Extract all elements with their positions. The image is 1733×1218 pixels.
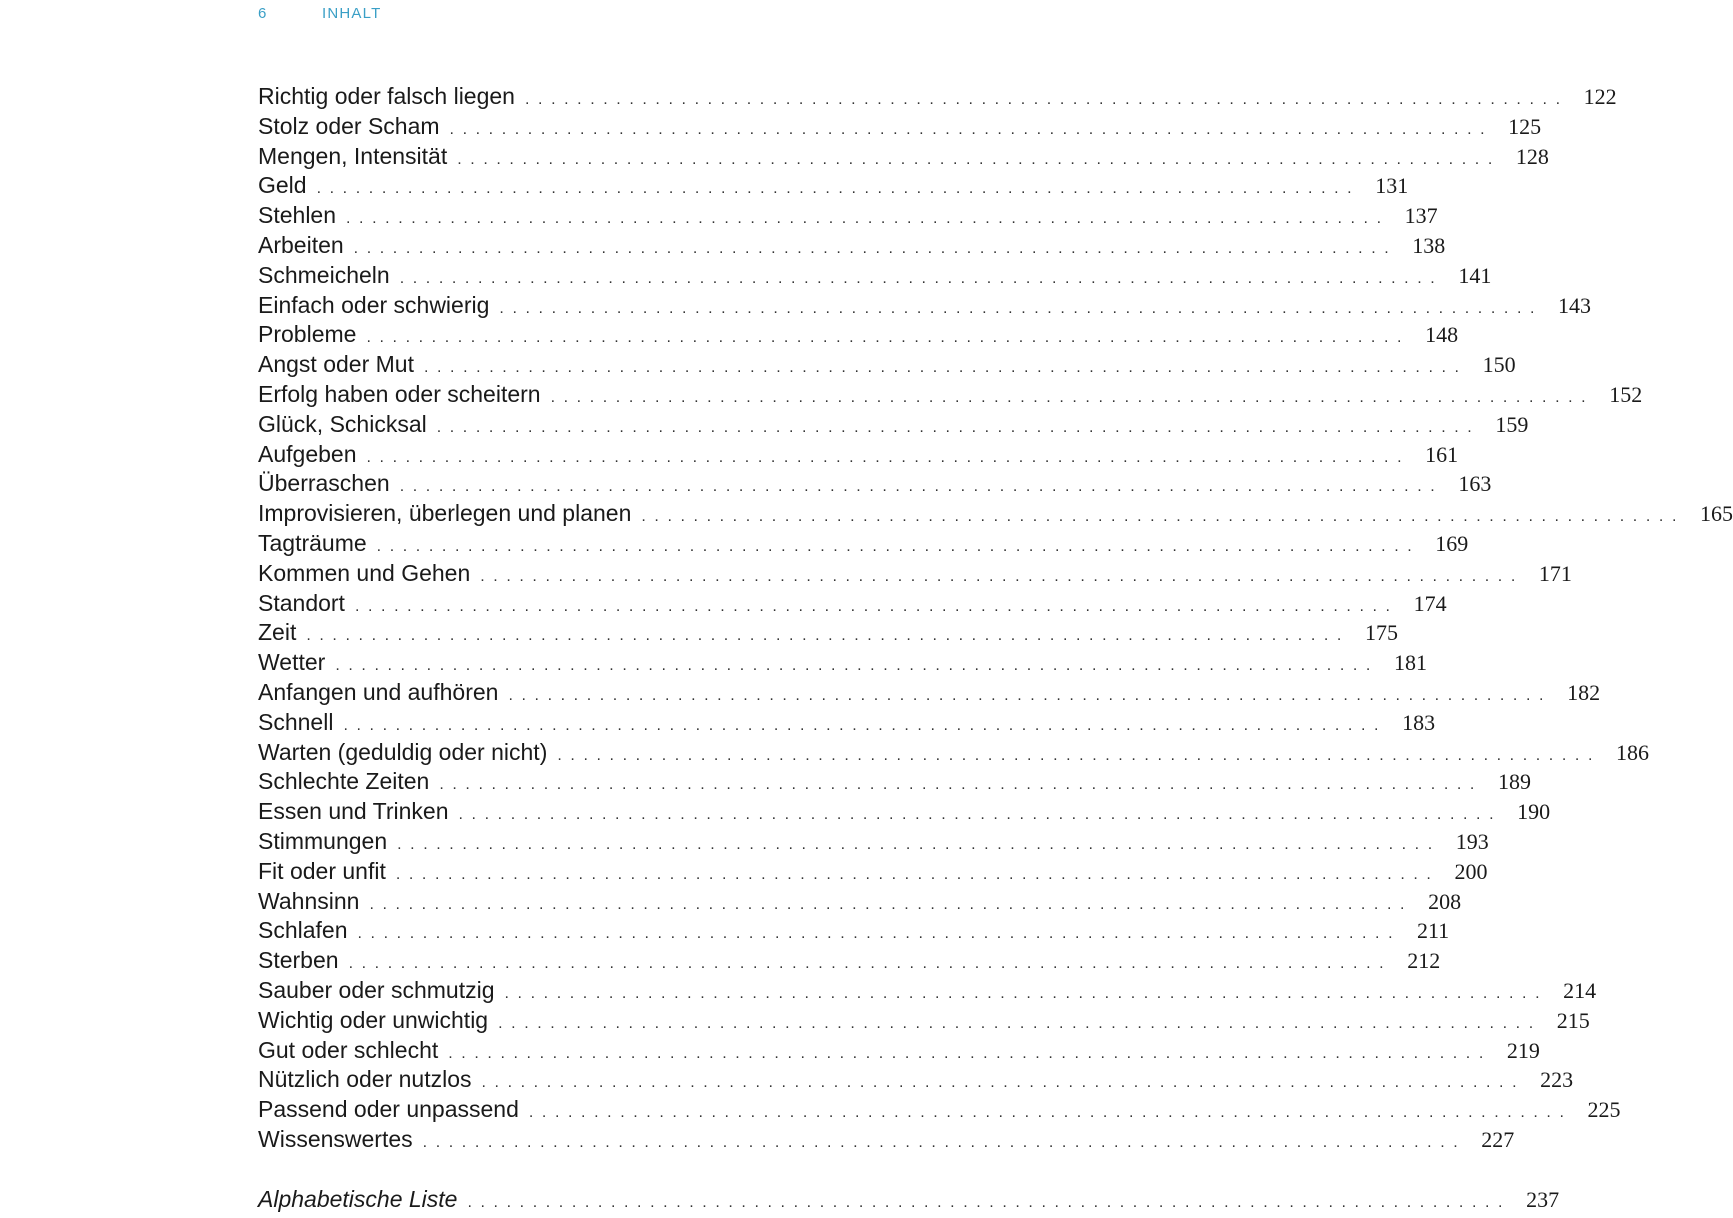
dot-leader: ................................................................................ bbox=[436, 418, 1481, 436]
toc-entries bbox=[258, 82, 1733, 1155]
toc-entry-title: Nützlich oder nutzlos bbox=[258, 1066, 472, 1093]
toc-entry[interactable] bbox=[258, 1095, 1621, 1125]
toc-entry-title: Arbeiten bbox=[258, 231, 344, 258]
toc-entry-page: 128 bbox=[1515, 143, 1549, 169]
dot-leader: ................................................................................ bbox=[348, 955, 1393, 973]
dot-leader: ................................................................................ bbox=[498, 1014, 1542, 1032]
dot-leader: ................................................................................ bbox=[508, 686, 1553, 704]
toc-entry[interactable] bbox=[258, 231, 1446, 261]
dot-leader: ................................................................................ bbox=[306, 627, 1350, 645]
toc-entry-title: Geld bbox=[258, 172, 307, 199]
dot-leader: ................................................................................ bbox=[369, 895, 1414, 913]
toc-entry[interactable] bbox=[258, 499, 1733, 529]
dot-leader: ................................................................................ bbox=[550, 388, 1595, 406]
toc-entry-page: 143 bbox=[1558, 292, 1592, 318]
dot-leader: ................................................................................ bbox=[346, 210, 1390, 228]
toc-entry-title: Überraschen bbox=[258, 470, 390, 497]
toc-entry-title: Stolz oder Scham bbox=[258, 112, 440, 139]
toc-entry-title: Wetter bbox=[258, 649, 326, 676]
toc-entry-page: 237 bbox=[1526, 1186, 1560, 1212]
toc-entry-title: Alphabetische Liste bbox=[258, 1185, 458, 1212]
toc-entry[interactable] bbox=[258, 1006, 1590, 1036]
toc-entry-page: 159 bbox=[1495, 411, 1529, 437]
dot-leader: ................................................................................ bbox=[458, 806, 1503, 824]
toc-entry[interactable] bbox=[258, 440, 1459, 470]
toc-entry[interactable] bbox=[258, 618, 1398, 648]
toc-entry[interactable] bbox=[258, 827, 1489, 857]
toc-entry[interactable] bbox=[258, 797, 1551, 827]
toc-entry[interactable] bbox=[258, 678, 1601, 708]
dot-leader: ................................................................................ bbox=[449, 120, 1494, 138]
dot-leader: ................................................................................ bbox=[481, 1074, 1526, 1092]
header-section-title: INHALT bbox=[322, 5, 382, 22]
dot-leader: ................................................................................ bbox=[343, 716, 1388, 734]
toc-entry[interactable] bbox=[258, 559, 1572, 589]
toc-entry-title: Improvisieren, überlegen und planen bbox=[258, 500, 632, 527]
toc-entry[interactable] bbox=[258, 887, 1462, 917]
toc-entry[interactable] bbox=[258, 171, 1409, 201]
dot-leader: ................................................................................ bbox=[357, 925, 1402, 943]
header-page-number: 6 bbox=[258, 5, 268, 22]
toc-entry-title: Angst oder Mut bbox=[258, 351, 414, 378]
dot-leader: ................................................................................ bbox=[557, 746, 1601, 764]
dot-leader: ................................................................................ bbox=[528, 1104, 1573, 1122]
toc-entry-page: 165 bbox=[1699, 501, 1733, 527]
dot-leader: ................................................................................ bbox=[524, 91, 1569, 108]
toc-entry[interactable] bbox=[258, 738, 1649, 768]
toc-appendix-entry[interactable] bbox=[258, 1185, 1560, 1215]
toc-entry-title: Kommen und Gehen bbox=[258, 559, 471, 586]
toc-entry[interactable] bbox=[258, 529, 1469, 559]
dot-leader: ................................................................................ bbox=[457, 150, 1501, 168]
toc-entry-title: Tagträume bbox=[258, 529, 367, 556]
toc-entry-page: 200 bbox=[1454, 858, 1488, 884]
toc-entry-page: 214 bbox=[1563, 977, 1597, 1003]
toc-entry-page: 223 bbox=[1540, 1067, 1574, 1093]
toc-entry-page: 219 bbox=[1506, 1037, 1540, 1063]
toc-entry-page: 189 bbox=[1497, 769, 1531, 795]
toc-entry-page: 211 bbox=[1416, 918, 1450, 944]
toc-entry-page: 193 bbox=[1455, 828, 1489, 854]
dot-leader: ................................................................................ bbox=[448, 1044, 1492, 1062]
toc-entry-page: 125 bbox=[1508, 113, 1542, 139]
dot-leader: ................................................................................ bbox=[422, 1133, 1467, 1151]
toc-entry-title: Stehlen bbox=[258, 202, 337, 229]
toc-entry-title: Sterben bbox=[258, 947, 339, 974]
toc-entry-title: Wahnsinn bbox=[258, 887, 360, 914]
toc-entry-title: Anfangen und aufhören bbox=[258, 678, 499, 705]
toc-entry-page: 186 bbox=[1615, 739, 1649, 765]
toc-entry-page: 161 bbox=[1425, 441, 1459, 467]
toc-entry-title: Warten (geduldig oder nicht) bbox=[258, 738, 548, 765]
toc-entry-title: Einfach oder schwierig bbox=[258, 291, 490, 318]
toc-spacer bbox=[258, 1155, 958, 1185]
dot-leader: ................................................................................ bbox=[480, 567, 1524, 585]
toc-entry[interactable] bbox=[258, 469, 1492, 499]
toc-entry[interactable] bbox=[258, 916, 1450, 946]
toc-entry-title: Gut oder schlecht bbox=[258, 1036, 439, 1063]
dot-leader: ................................................................................ bbox=[376, 537, 1421, 555]
toc-entry[interactable] bbox=[258, 112, 1542, 142]
toc-entry-title: Essen und Trinken bbox=[258, 798, 449, 825]
toc-entry-page: 212 bbox=[1407, 948, 1441, 974]
toc-entry[interactable] bbox=[258, 82, 1617, 112]
toc-entry-title: Schnell bbox=[258, 708, 334, 735]
toc-entry-title: Zeit bbox=[258, 619, 297, 646]
toc-entry[interactable] bbox=[258, 410, 1529, 440]
toc-entry-title: Schmeicheln bbox=[258, 261, 390, 288]
dot-leader: ................................................................................ bbox=[439, 776, 1483, 794]
dot-leader: ................................................................................ bbox=[499, 299, 1544, 317]
toc-entry-page: 131 bbox=[1375, 173, 1409, 199]
toc-entry-title: Probleme bbox=[258, 321, 357, 348]
toc-entry[interactable] bbox=[258, 946, 1441, 976]
dot-leader: ................................................................................ bbox=[353, 239, 1398, 257]
dot-leader: ................................................................................ bbox=[354, 597, 1399, 615]
toc-entry-title: Wissenswertes bbox=[258, 1125, 413, 1152]
toc-entry-page: 148 bbox=[1425, 322, 1459, 348]
toc-entry-page: 122 bbox=[1583, 84, 1617, 109]
toc-entry[interactable] bbox=[258, 1065, 1574, 1095]
toc-entry[interactable] bbox=[258, 201, 1438, 231]
toc-entry[interactable] bbox=[258, 708, 1436, 738]
toc-entry[interactable] bbox=[258, 350, 1516, 380]
toc-entry[interactable] bbox=[258, 142, 1549, 172]
toc-entry[interactable] bbox=[258, 767, 1531, 797]
toc-entry-title: Passend oder unpassend bbox=[258, 1096, 519, 1123]
toc-entry[interactable] bbox=[258, 1125, 1515, 1155]
toc-entry-title: Mengen, Intensität bbox=[258, 142, 448, 169]
toc-entry-title: Stimmungen bbox=[258, 827, 388, 854]
dot-leader: ................................................................................ bbox=[399, 478, 1444, 496]
toc-entry-title: Schlechte Zeiten bbox=[258, 768, 430, 795]
toc-entry-page: 138 bbox=[1412, 232, 1446, 258]
running-header bbox=[258, 5, 958, 29]
toc-entry-title: Standort bbox=[258, 589, 345, 616]
toc-entry-page: 141 bbox=[1458, 262, 1492, 288]
toc-entry-page: 174 bbox=[1413, 590, 1447, 616]
dot-leader: ................................................................................ bbox=[395, 865, 1440, 883]
table-of-contents bbox=[258, 82, 1733, 1214]
toc-entry-page: 227 bbox=[1481, 1126, 1515, 1152]
dot-leader: ................................................................................ bbox=[467, 1193, 1512, 1211]
dot-leader: ................................................................................ bbox=[366, 329, 1411, 347]
dot-leader: ................................................................................ bbox=[504, 984, 1549, 1002]
toc-entry[interactable] bbox=[258, 589, 1447, 619]
toc-entry-page: 190 bbox=[1517, 799, 1551, 825]
toc-entry-page: 169 bbox=[1435, 530, 1469, 556]
toc-entry-page: 225 bbox=[1587, 1097, 1621, 1123]
toc-entry[interactable] bbox=[258, 291, 1592, 321]
toc-entry-title: Sauber oder schmutzig bbox=[258, 976, 495, 1003]
toc-entry-page: 181 bbox=[1393, 650, 1427, 676]
toc-entry[interactable] bbox=[258, 261, 1492, 291]
dot-leader: ................................................................................ bbox=[397, 835, 1441, 853]
toc-entry-title: Erfolg haben oder scheitern bbox=[258, 380, 541, 407]
dot-leader: ................................................................................ bbox=[423, 359, 1468, 377]
toc-entry-title: Aufgeben bbox=[258, 440, 357, 467]
toc-entry[interactable] bbox=[258, 857, 1488, 887]
dot-leader: ................................................................................ bbox=[399, 269, 1444, 287]
toc-entry-title: Fit oder unfit bbox=[258, 857, 386, 884]
toc-entry-page: 175 bbox=[1364, 620, 1398, 646]
toc-entry-page: 150 bbox=[1482, 352, 1516, 378]
toc-entry-page: 163 bbox=[1458, 471, 1492, 497]
toc-entry-title: Richtig oder falsch liegen bbox=[258, 83, 515, 109]
toc-entry[interactable] bbox=[258, 380, 1643, 410]
toc-entry-page: 171 bbox=[1538, 560, 1572, 586]
toc-entry-page: 208 bbox=[1428, 888, 1462, 914]
toc-entry-page: 183 bbox=[1402, 709, 1436, 735]
toc-entry-title: Schlafen bbox=[258, 917, 348, 944]
toc-entry[interactable] bbox=[258, 320, 1459, 350]
toc-entry-title: Glück, Schicksal bbox=[258, 410, 427, 437]
toc-entry[interactable] bbox=[258, 648, 1427, 678]
toc-entry-page: 215 bbox=[1556, 1007, 1590, 1033]
toc-entry[interactable] bbox=[258, 1036, 1540, 1066]
dot-leader: ................................................................................ bbox=[316, 180, 1361, 198]
dot-leader: ................................................................................ bbox=[335, 657, 1379, 675]
toc-entry-page: 182 bbox=[1567, 679, 1601, 705]
dot-leader: ................................................................................ bbox=[366, 448, 1411, 466]
toc-entry[interactable] bbox=[258, 976, 1597, 1006]
dot-leader: ................................................................................ bbox=[641, 508, 1685, 526]
toc-entry-page: 137 bbox=[1404, 203, 1438, 229]
toc-entry-title: Wichtig oder unwichtig bbox=[258, 1006, 489, 1033]
toc-entry-page: 152 bbox=[1609, 381, 1643, 407]
